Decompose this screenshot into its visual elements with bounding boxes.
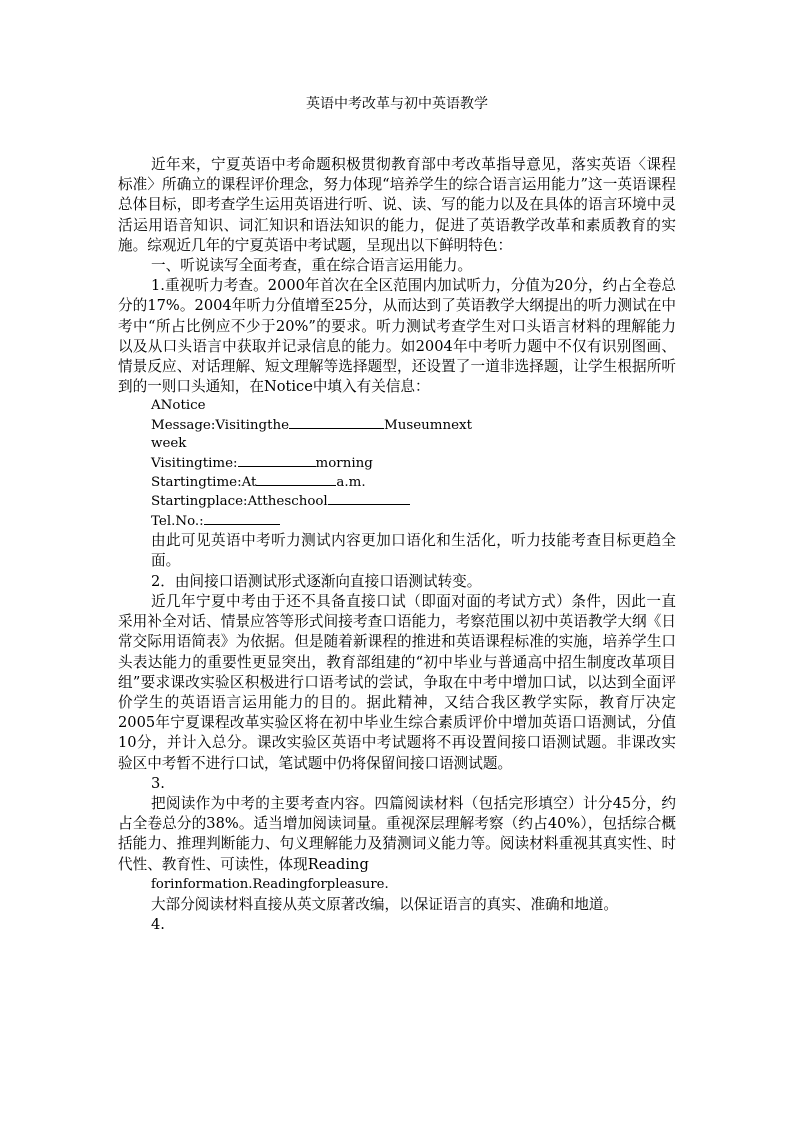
point4-number: 4.: [151, 916, 165, 934]
point2-paragraph: 近几年宁夏中考由于还不具备直接口试（即面对面的考试方式）条件，因此一直采用补全对话、情景应答等形式间接考查口语能力，考察范围以初中英语教学大纲《日常交际用语简表》为依据。但是随着新课程的推进和英语课程标准的实施，培养学生口头表达能力的重要性更显突出，教育部组建的“初中毕业与普通高中招生制度改革项目组”要求课改实验区积极进行口语考试的尝试，争取在中考中增加口试，以达到全面评价学生的英语语言运用能力的目的。据此精神，又结合我区教学实际，教育厅决定2005年宁夏课程改革实验区将在初中毕业生综合素质评价中增加英语口语测试，分值10分，并计入总分。课改实验区英语中考试题将不再设置间接口语测试题。非课改实验区中考暂不进行口试，笔试题中仍将保留间接口语测试题。: [118, 592, 676, 772]
notice-heading: ANotice: [151, 398, 206, 414]
document-title: 英语中考改革与初中英语教学: [306, 96, 488, 112]
notice-starting-time-line: [151, 473, 676, 492]
notice-starting-time-label: Startingtime:At: [151, 475, 257, 491]
notice-message-label: Message:Visitingthe: [151, 417, 290, 433]
notice-message-blank: [289, 416, 384, 429]
notice-starting-place-blank: [328, 492, 410, 505]
point3-continuation: forinformation.Readingforpleasure.: [151, 876, 389, 892]
notice-message-continuation: week: [151, 436, 187, 452]
notice-visiting-line: [151, 454, 676, 473]
notice-tel-line: [151, 512, 676, 531]
notice-message-line: [151, 416, 676, 435]
notice-starting-time-blank: [256, 473, 336, 486]
point2-heading: 2．由间接口语测试形式逐渐向直接口语测试转变。: [151, 572, 482, 590]
intro-paragraph: 近年来，宁夏英语中考命题积极贯彻教育部中考改革指导意见，落实英语〈课程标准〉所确立的课程评价理念，努力体现“培养学生的综合语言运用能力”这一英语课程总体目标，即考查学生运用英语进行听、说、读、写的能力以及在具体的语言环境中灵活运用语音知识、词汇知识和语法知识的能力，促进了英语教学改革和素质教育的实施。综观近几年的宁夏英语中考试题，呈现出以下鲜明特色：: [118, 156, 676, 254]
notice-starting-place-line: [151, 492, 676, 511]
notice-tel-blank: [204, 512, 280, 525]
notice-tel-label: Tel.No.:: [151, 513, 204, 529]
notice-starting-place-label: Startingplace:Attheschool: [151, 494, 328, 510]
section1-heading: 一、听说读写全面考查，重在综合语言运用能力。: [151, 257, 473, 275]
notice-message-suffix: Museumnext: [384, 417, 472, 433]
point1-conclusion: 由此可见英语中考听力测试内容更加口语化和生活化，听力技能考查目标更趋全面。: [151, 532, 676, 570]
notice-starting-time-suffix: a.m.: [336, 475, 366, 491]
notice-visiting-blank: [238, 454, 316, 467]
point3-number: 3.: [151, 774, 165, 792]
document-page: [118, 92, 676, 935]
point1-paragraph: 1.重视听力考查。2000年首次在全区范围内加试听力，分值为20分，约占全卷总分的17%。2004年听力分值增至25分，从而达到了英语教学大纲提出的听力测试在中考中“所占比例应不少于20%”的要求。听力测试考查学生对口头语言材料的理解能力以及从口头语言中获取并记录信息的能力。如2004年中考听力题中不仅有识别图画、情景反应、对话理解、短文理解等选择题型，还设置了一道非选择题，让学生根据所听到的一则口头通知，在Notice中填入有关信息：: [118, 277, 676, 396]
notice-visiting-suffix: morning: [315, 455, 373, 471]
notice-form: [118, 397, 676, 531]
point3-adaptation: 大部分阅读材料直接从英文原著改编，以保证语言的真实、准确和地道。: [151, 895, 619, 913]
point3-paragraph: 把阅读作为中考的主要考查内容。四篇阅读材料（包括完形填空）计分45分，约占全卷总分的38%。适当增加阅读词量。重视深层理解考察（约占40%），包括综合概括能力、推理判断能力、句义理解能力及猜测词义能力等。阅读材料重视其真实性、时代性、教育性、可读性，体现Reading: [118, 794, 676, 873]
notice-visiting-label: Visitingtime:: [151, 455, 238, 471]
